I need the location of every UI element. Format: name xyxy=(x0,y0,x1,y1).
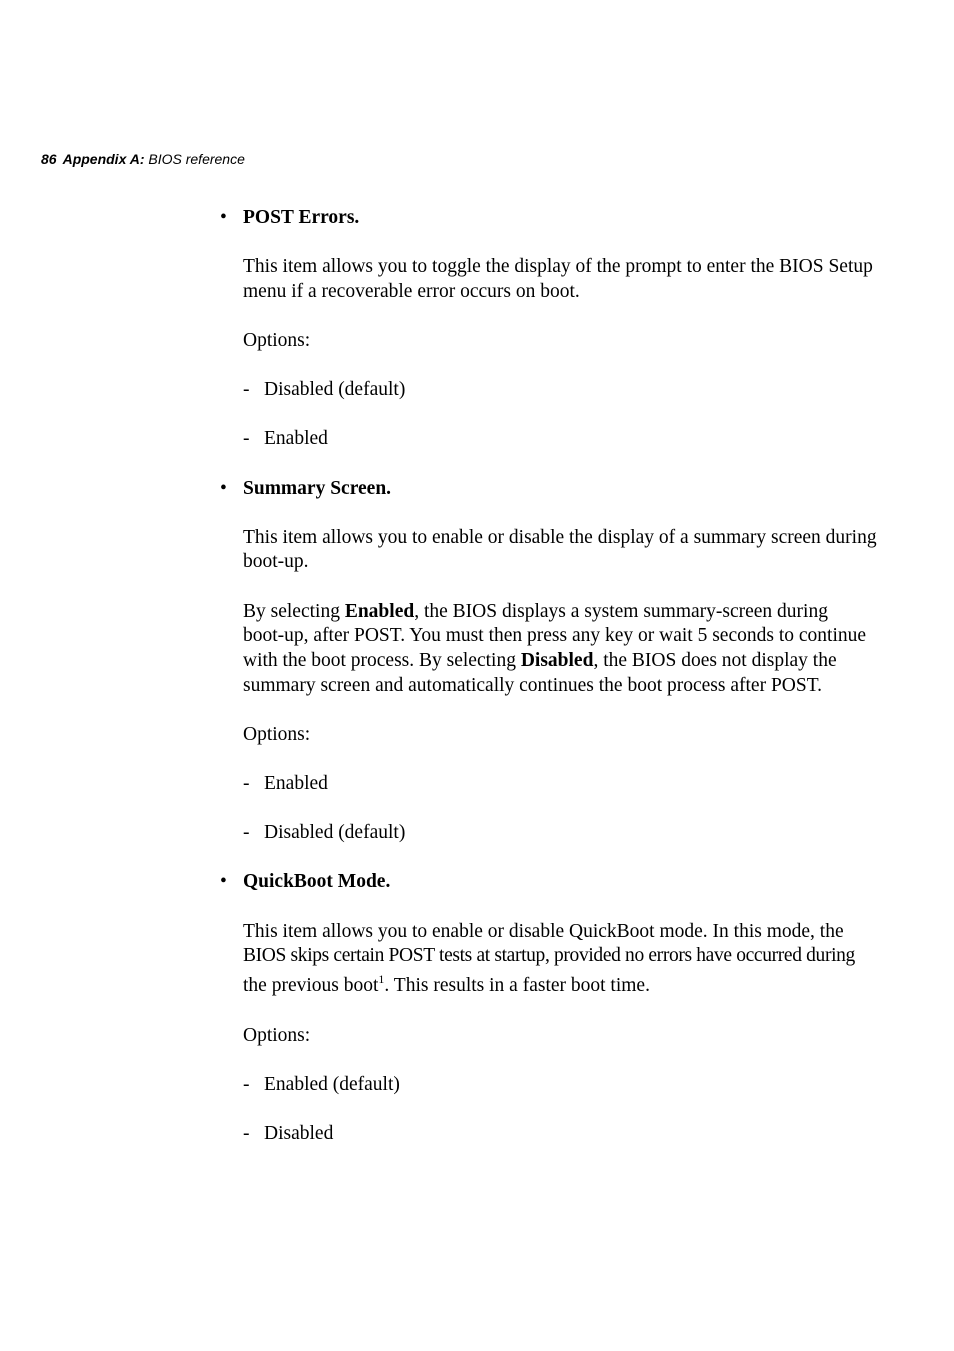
footnote-reference: 1 xyxy=(378,971,385,986)
paragraph-line: summary screen and automatically continues the boot process after POST. xyxy=(243,675,823,696)
paragraph-line: This item allows you to enable or disable QuickBoot mode. In this mode, the xyxy=(243,921,844,942)
option-item: - Disabled xyxy=(243,1123,334,1144)
page-number: 86 xyxy=(41,151,57,167)
option-item: - Enabled xyxy=(243,773,328,794)
paragraph-line: By selecting Enabled, the BIOS displays a system summary-screen during xyxy=(243,601,828,622)
options-label: Options: xyxy=(243,724,311,745)
option-item: - Disabled (default) xyxy=(243,379,406,400)
paragraph-line: with the boot process. By selecting Disabled, the BIOS does not display the xyxy=(243,650,837,671)
running-header xyxy=(41,151,245,167)
list-item-heading: • QuickBoot Mode. xyxy=(243,870,390,895)
bullet-icon: • xyxy=(220,871,227,892)
option-item: - Disabled (default) xyxy=(243,822,406,843)
options-label: Options: xyxy=(243,1025,311,1046)
bullet-icon: • xyxy=(220,478,227,499)
paragraph-line: BIOS skips certain POST tests at startup, provided no errors have occurred during xyxy=(243,945,855,966)
paragraph-line: boot-up, after POST. You must then press any key or wait 5 seconds to continue xyxy=(243,625,867,646)
option-item: - Enabled xyxy=(243,428,328,449)
list-item-heading: • Summary Screen. xyxy=(243,477,391,502)
paragraph-line: menu if a recoverable error occurs on boot. xyxy=(243,281,580,302)
options-label: Options: xyxy=(243,330,311,351)
option-item: - Enabled (default) xyxy=(243,1074,400,1095)
section-title: BIOS reference xyxy=(148,151,245,167)
paragraph-line: This item allows you to toggle the display of the prompt to enter the BIOS Setup xyxy=(243,256,873,277)
paragraph-line: This item allows you to enable or disable the display of a summary screen during xyxy=(243,527,877,548)
paragraph-line: boot-up. xyxy=(243,551,309,572)
chapter-label: Appendix A: xyxy=(62,151,145,167)
list-item-heading: • POST Errors. xyxy=(243,206,359,231)
paragraph-line: the previous boot$^1$. This results in a faster boot time. xyxy=(243,971,650,996)
bullet-icon: • xyxy=(220,207,227,228)
